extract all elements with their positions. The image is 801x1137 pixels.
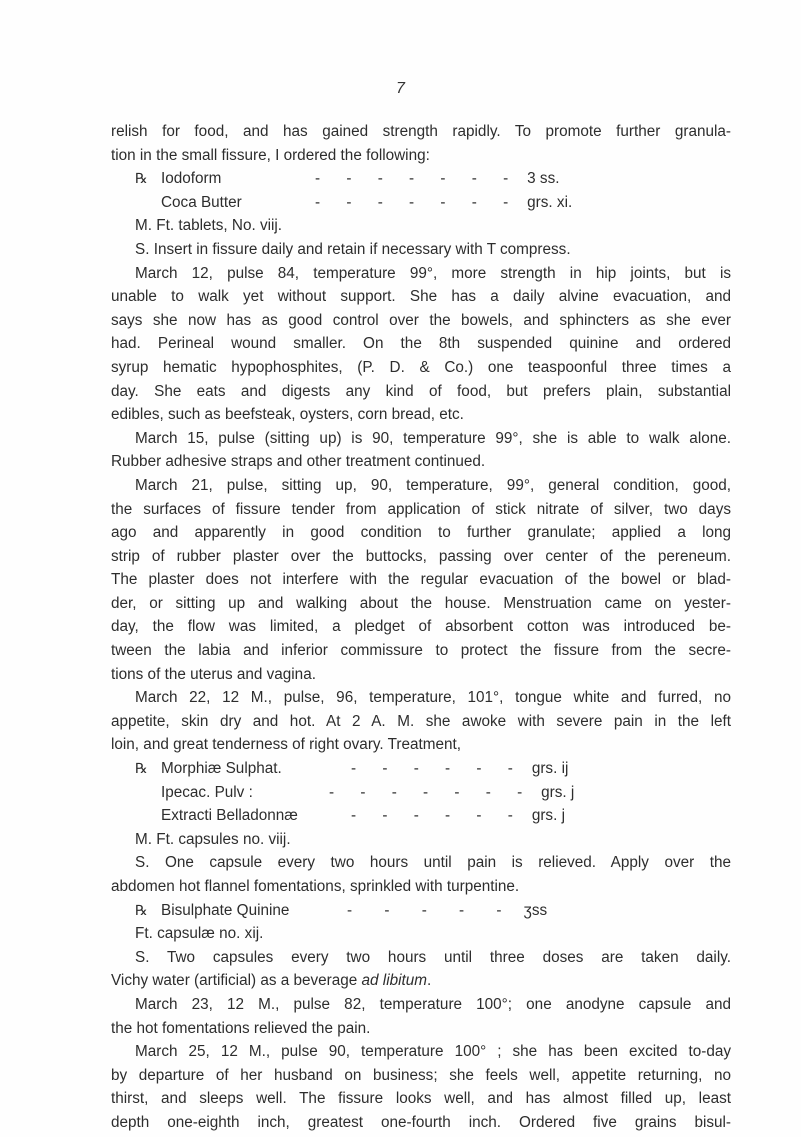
prescription-3	[111, 899, 731, 993]
rx-item-dashes: - - - - - -	[351, 760, 524, 778]
text-line: the hot fomentations relieved the pain.	[111, 1019, 371, 1037]
text-line: the surfaces of fissure tender from application of stick nitrate of silver, two days	[111, 500, 731, 518]
rx-item-name: Bisulphate Quinine	[161, 901, 290, 919]
rx-item	[111, 781, 731, 805]
rx-item-dashes: - - - - - - -	[315, 193, 520, 211]
rx-instruction: M. Ft. capsules no. viij.	[135, 830, 291, 848]
rx-instruction: abdomen hot flannel fomentations, sprinkled with turpentine.	[111, 878, 520, 895]
rx-item-qty: grs. j	[541, 783, 575, 801]
rx-item	[111, 804, 731, 828]
rx-item	[111, 757, 731, 781]
text-line: tween the labia and inferior commissure to protect the fissure from the secre-	[111, 642, 731, 660]
rx-item	[111, 191, 731, 215]
rx-item-dashes: - - - - - - -	[315, 170, 520, 188]
rx-item-name: Extracti Belladonnæ	[161, 807, 298, 825]
rx-item-qty: 3 ss.	[527, 170, 560, 188]
rx-instruction: S. Two capsules every two hours until three doses are taken daily.	[135, 948, 731, 966]
text-line: March 21, pulse, sitting up, 90, temperature, 99°, general condition, good,	[135, 476, 731, 494]
text-line: ago and apparently in good condition to further granulate; applied a long	[111, 524, 731, 542]
text-line: edibles, such as beefsteak, oysters, corn bread, etc.	[111, 406, 464, 424]
rx-item-name: Coca Butter	[161, 193, 242, 211]
entry-march-23	[111, 993, 731, 1040]
text-line: March 25, 12 M., pulse 90, temperature 100° ; she has been excited to-day	[135, 1043, 731, 1061]
rx-item	[111, 899, 731, 923]
rx-instruction: M. Ft. tablets, No. viij.	[135, 217, 283, 235]
rx-item-name: Iodoform	[161, 170, 222, 188]
rx-instruction-italic: ad libitum	[361, 972, 427, 990]
text-line: by departure of her husband on business; she feels well, appetite returning, no	[111, 1066, 731, 1084]
text-line: The plaster does not interfere with the regular evacuation of the bowel or blad-	[111, 571, 731, 589]
rx-item-dashes: - - - - - -	[351, 807, 524, 825]
prescription-2	[111, 757, 731, 899]
rx-item-name: Ipecac. Pulv :	[161, 783, 253, 801]
entry-march-22	[111, 686, 731, 757]
rx-item	[111, 167, 731, 191]
rx-item-name: Morphiæ Sulphat.	[161, 760, 282, 778]
prescription-1	[111, 167, 731, 261]
rx-instruction: S. One capsule every two hours until pain is relieved. Apply over the	[135, 854, 731, 872]
page-number: 7	[396, 80, 405, 97]
text-line: March 23, 12 M., pulse 82, temperature 100°; one anodyne capsule and	[135, 995, 731, 1013]
text-line: says she now has as good control over the bowels, and sphincters as she ever	[111, 311, 731, 329]
rx-item-dashes: - - - - -	[347, 901, 516, 919]
text-line: syrup hematic hypophosphites, (P. D. & Co.) one teaspoonful three times a	[111, 358, 731, 376]
rx-symbol: ℞	[135, 901, 148, 918]
rx-instruction	[111, 969, 731, 993]
rx-symbol: ℞	[135, 170, 148, 187]
entry-march-12	[111, 262, 731, 427]
rx-instruction-text: Vichy water (artificial) as a beverage	[111, 972, 362, 990]
text-line: unable to walk yet without support. She has a daily alvine evacuation, and	[111, 288, 731, 306]
rx-instruction: Ft. capsulæ no. xij.	[135, 925, 264, 943]
entry-march-21	[111, 474, 731, 686]
text-line: March 12, pulse 84, temperature 99°, more strength in hip joints, but is	[135, 264, 731, 282]
text-line: tion in the small fissure, I ordered the following:	[111, 146, 430, 164]
text-line: March 22, 12 M., pulse, 96, temperature, 101°, tongue white and furred, no	[135, 689, 731, 707]
text-line: had. Perineal wound smaller. On the 8th suspended quinine and ordered	[111, 335, 731, 353]
rx-item-qty: grs. j	[531, 807, 565, 825]
text-line: strip of rubber plaster over the buttocks, passing over center of the pereneum.	[111, 547, 731, 565]
rx-item-qty: ʒss	[523, 901, 548, 919]
text-line: tions of the uterus and vagina.	[111, 665, 316, 683]
text-line: day, the flow was limited, a pledget of absorbent cotton was introduced be-	[111, 618, 731, 636]
entry-march-25	[111, 1040, 731, 1134]
text-line: der, or sitting up and walking about the house. Menstruation came on yester-	[111, 594, 731, 612]
text-line: relish for food, and has gained strength rapidly. To promote further granula-	[111, 123, 731, 140]
text-line: day. She eats and digests any kind of food, but prefers plain, substantial	[111, 382, 731, 400]
rx-item-qty: grs. xi.	[527, 193, 573, 211]
text-line: loin, and great tenderness of right ovary. Treatment,	[111, 736, 462, 754]
document-body	[111, 120, 731, 1135]
rx-symbol: ℞	[135, 760, 148, 777]
text-line: March 15, pulse (sitting up) is 90, temperature 99°, she is able to walk alone.	[135, 429, 731, 447]
entry-march-15	[111, 427, 731, 474]
rx-item-dashes: - - - - - - -	[329, 783, 534, 801]
rx-instruction-text: .	[427, 972, 432, 990]
text-line: thirst, and sleeps well. The fissure looks well, and has almost filled up, least	[111, 1090, 731, 1108]
text-line: appetite, skin dry and hot. At 2 A. M. she awoke with severe pain in the left	[111, 712, 731, 730]
rx-item-qty: grs. ij	[531, 760, 569, 778]
rx-instruction: S. Insert in fissure daily and retain if necessary with T compress.	[135, 240, 571, 258]
text-line: depth one-eighth inch, greatest one-fourth inch. Ordered five grains bisul-	[111, 1113, 731, 1131]
text-line: Rubber adhesive straps and other treatment continued.	[111, 453, 486, 471]
